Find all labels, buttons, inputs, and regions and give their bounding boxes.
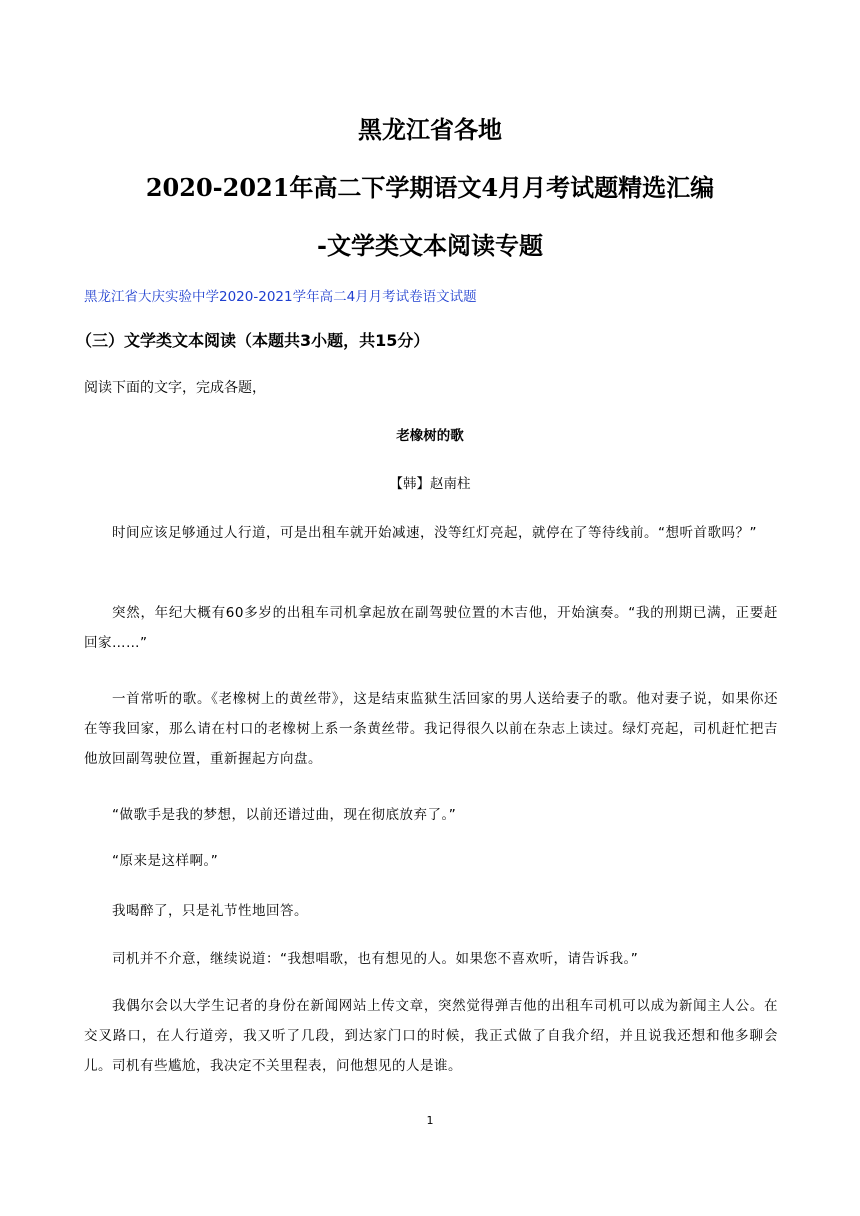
source-link[interactable]: 黑龙江省大庆实验中学2020-2021学年高二4月月考试卷语文试题 [84,289,477,305]
page-number: 1 [426,1114,434,1127]
story-paragraph: 时间应该足够通过人行道，可是出租车就开始减速，没等红灯亮起，就停在了等待线前。“想听首歌吗？” [112,525,757,541]
document-title-line-3: -文学类文本阅读专题 [317,231,543,260]
story-author: 【韩】赵南柱 [389,476,471,492]
story-paragraph: 突然，年纪大概有60多岁的出租车司机拿起放在副驾驶位置的木吉他，开始演奏。“我的刑期已满，正要赶回家……” [84,605,778,651]
story-title: 老橡树的歌 [396,428,464,444]
story-paragraph: 司机并不介意，继续说道：“我想唱歌，也有想见的人。如果您不喜欢听，请告诉我。” [112,951,639,967]
story-paragraph: 一首常听的歌。《老橡树上的黄丝带》，这是结束监狱生活回家的男人送给妻子的歌。他对妻子说，如果你还在等我回家，那么请在村口的老橡树上系一条黄丝带。我记得很久以前在杂志上读过。绿灯亮起，司机赶忙把吉他放回副驾驶位置，重新握起方向盘。 [84,691,778,767]
story-paragraph: “原来是这样啊。” [112,853,219,869]
story-paragraph: 我偶尔会以大学生记者的身份在新闻网站上传文章，突然觉得弹吉他的出租车司机可以成为新闻主人公。在交叉路口，在人行道旁，我又听了几段，到达家门口的时候，我正式做了自我介绍，并且说我还想和他多聊会儿。司机有些尴尬，我决定不关里程表，问他想见的人是谁。 [84,998,778,1074]
story-paragraph: 我喝醉了，只是礼节性地回答。 [112,903,308,919]
document-title-line-2: 2020-2021年高二下学期语文4月月考试题精选汇编 [145,173,715,202]
story-paragraph: “做歌手是我的梦想，以前还谱过曲，现在彻底放弃了。” [112,807,457,823]
document-title-line-1: 黑龙江省各地 [358,115,502,144]
reading-instruction: 阅读下面的文字，完成各题， [84,380,266,396]
section-heading: （三）文学类文本阅读（本题共3小题，共15分） [76,331,430,350]
